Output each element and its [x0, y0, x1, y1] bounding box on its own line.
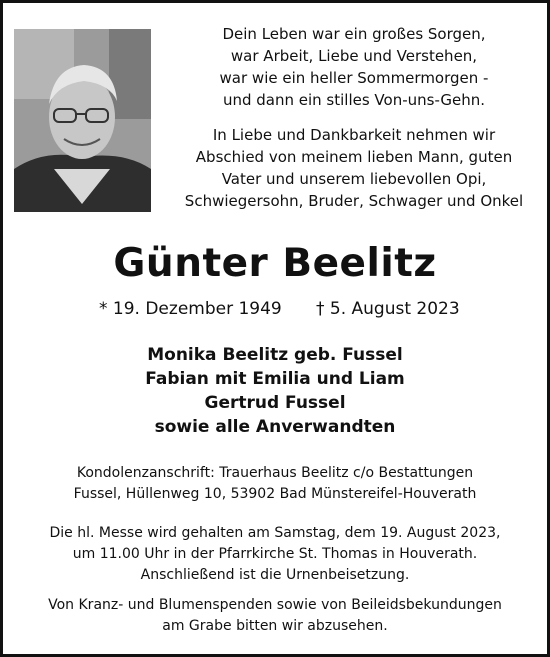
- mass-line: Die hl. Messe wird gehalten am Samstag, dem 19. August 2023,: [49, 525, 501, 541]
- mass-info: [3, 523, 547, 586]
- condolence-line: Kondolenzanschrift: Trauerhaus Beelitz c/o Bestattungen: [76, 465, 474, 481]
- mourner-line: Gertrud Fussel: [204, 393, 346, 413]
- poem-text: [173, 23, 535, 225]
- poem-stanza-2: [173, 124, 535, 212]
- mourner-line: Monika Beelitz geb. Fussel: [147, 345, 403, 365]
- poem-line: war Arbeit, Liebe und Verstehen,: [230, 47, 478, 65]
- condolence-line: Fussel, Hüllenweg 10, 53902 Bad Münstereifel-Houverath: [73, 486, 477, 502]
- flowers-line: Von Kranz- und Blumenspenden sowie von Beileidsbekundungen: [48, 597, 502, 613]
- portrait-image: [14, 29, 151, 212]
- mourners-list: [3, 343, 547, 439]
- poem-line: Dein Leben war ein großes Sorgen,: [222, 25, 486, 43]
- mourner-line: sowie alle Anverwandten: [154, 417, 396, 437]
- poem-line: war wie ein heller Sommermorgen -: [219, 69, 489, 87]
- mass-line: um 11.00 Uhr in der Pfarrkirche St. Thomas in Houverath.: [72, 546, 478, 562]
- poem-stanza-1: [173, 23, 535, 111]
- deceased-name: Günter Beelitz: [113, 241, 437, 286]
- condolence-address: [3, 463, 547, 505]
- poem-line: Abschied von meinem lieben Mann, guten: [195, 148, 513, 166]
- poem-line: Schwiegersohn, Bruder, Schwager und Onkel: [184, 192, 524, 210]
- flowers-request: [3, 595, 547, 637]
- mourner-line: Fabian mit Emilia und Liam: [145, 369, 405, 389]
- poem-line: Vater und unserem liebevollen Opi,: [221, 170, 487, 188]
- portrait-photo: [14, 29, 151, 212]
- flowers-line: am Grabe bitten wir abzusehen.: [162, 618, 388, 634]
- birth-date: * 19. Dezember 1949: [99, 299, 282, 319]
- poem-line: und dann ein stilles Von-uns-Gehn.: [222, 91, 486, 109]
- poem-line: In Liebe und Dankbarkeit nehmen wir: [212, 126, 496, 144]
- mass-line: Anschließend ist die Urnenbeisetzung.: [140, 567, 410, 583]
- death-date: † 5. August 2023: [316, 299, 460, 319]
